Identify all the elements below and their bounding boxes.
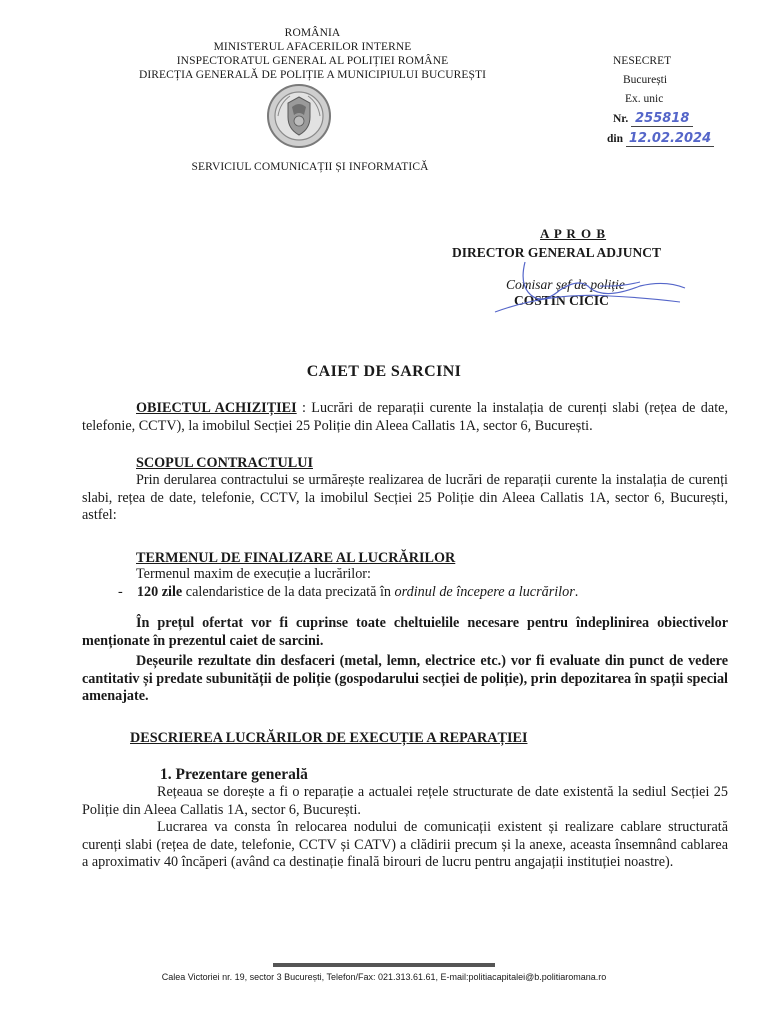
- objective-text: : Lucrări de reparații curente la instalația de curenți slabi (rețea de date, telefonie, CCTV), la imobilul Secției 25 Poliție din Aleea Callatis 1A, sector 6, București.: [82, 400, 728, 434]
- header-directorate: DIRECȚIA GENERALĂ DE POLIȚIE A MUNICIPIULUI BUCUREȘTI: [138, 69, 487, 81]
- waste-paragraph: Deșeurile rezultate din desfaceri (metal, lemn, electrice etc.) vor fi evaluate din punct de vedere cantitativ și predate subunității de poliție (gospodarului secției de poliție), prin depozitarea în spații special amenajate.: [82, 653, 728, 704]
- header-block: [90, 26, 535, 82]
- approval-title: A P R O B: [540, 226, 607, 241]
- overview-paragraph-1: Rețeaua se dorește a fi o reparație a actualei rețele structurate de date existentă la sediul Secției 25 Poliție din Aleea Callatis 1A, sector 6, București.: [82, 784, 728, 818]
- term-heading-row: [136, 550, 768, 568]
- term-bullet-rest: calendaristice de la data precizată în: [182, 584, 395, 600]
- price-paragraph: În prețul ofertat vor fi cuprinse toate cheltuielile necesare pentru îndeplinirea obiectivelor menționate în prezentul caiet de sarcini.: [82, 615, 728, 649]
- scope-heading: SCOPUL CONTRACTULUI: [136, 455, 313, 471]
- approval-rank: Comisar șef de poliție: [506, 277, 625, 292]
- description-heading-row: [130, 730, 768, 748]
- registration-block: [605, 52, 725, 149]
- city: București: [623, 74, 668, 86]
- scope-text: Prin derularea contractului se urmărește realizarea de lucrări de reparații curente la instalația de curenți slabi, rețea de date, telefonie, CCTV, la imobilul Secției 25 Poliție din Aleea Callatis 1A, sector 6, București, astfel:: [82, 472, 728, 523]
- objective-paragraph: [82, 400, 728, 435]
- header-ministry: MINISTERUL AFACERILOR INTERNE: [213, 41, 412, 53]
- overview-paragraph-2: Lucrarea va consta în relocarea nodului de comunicații existent și realizare cablare structurată curenți slabi (rețea de date, telefonie, CCTV și CATV) a clădirii precum și la anexe, aceasta însemnând cablarea a aproximativ 40 încăperi (având ca destinație finală birouri de lucru pentru angajații instituției noastre).: [82, 819, 728, 870]
- term-bullet-days: 120 zile: [136, 584, 183, 600]
- din-row: [605, 129, 725, 149]
- description-heading: DESCRIEREA LUCRĂRILOR DE EXECUȚIE A REPARAȚIEI: [130, 730, 528, 746]
- approval-position: DIRECTOR GENERAL ADJUNCT: [452, 245, 662, 260]
- police-seal-icon: [266, 83, 332, 149]
- term-bullet-order: ordinul de începere a lucrărilor: [394, 584, 575, 600]
- footer-address: Calea Victoriei nr. 19, sector 3 București, Telefon/Fax: 021.313.61.61, E-mail:politiacapitalei@b.politiaromana.ro: [161, 972, 607, 982]
- copy-label: Ex. unic: [625, 93, 664, 105]
- nr-label: Nr.: [613, 113, 629, 125]
- header-inspectorate: INSPECTORATUL GENERAL AL POLIȚIEI ROMÂNE: [176, 55, 449, 67]
- overview-heading: 1. Prezentare generală: [160, 766, 308, 783]
- term-bullet-dash: -: [118, 584, 123, 600]
- din-value: 12.02.2024: [626, 131, 714, 147]
- term-heading: TERMENUL DE FINALIZARE AL LUCRĂRILOR: [136, 550, 456, 566]
- term-bullet: [118, 584, 728, 602]
- nr-value: 255818: [631, 111, 693, 127]
- term-bullet-end: .: [574, 584, 579, 600]
- footer-bar: [273, 963, 495, 967]
- nr-row: [605, 109, 725, 129]
- classification: NESECRET: [613, 55, 672, 67]
- approval-name: COSTIN CICIC: [514, 293, 609, 308]
- objective-heading: OBIECTUL ACHIZIȚIEI: [136, 400, 297, 416]
- header-service: SERVICIUL COMUNICAȚII ȘI INFORMATICĂ: [191, 161, 429, 173]
- signature-icon: [490, 252, 690, 322]
- scope-heading-row: [136, 455, 768, 473]
- term-text: Termenul maxim de execuție a lucrărilor:: [136, 566, 371, 582]
- header-country: ROMÂNIA: [284, 27, 341, 39]
- document-title: CAIET DE SARCINI: [306, 363, 462, 380]
- din-label: din: [607, 133, 623, 145]
